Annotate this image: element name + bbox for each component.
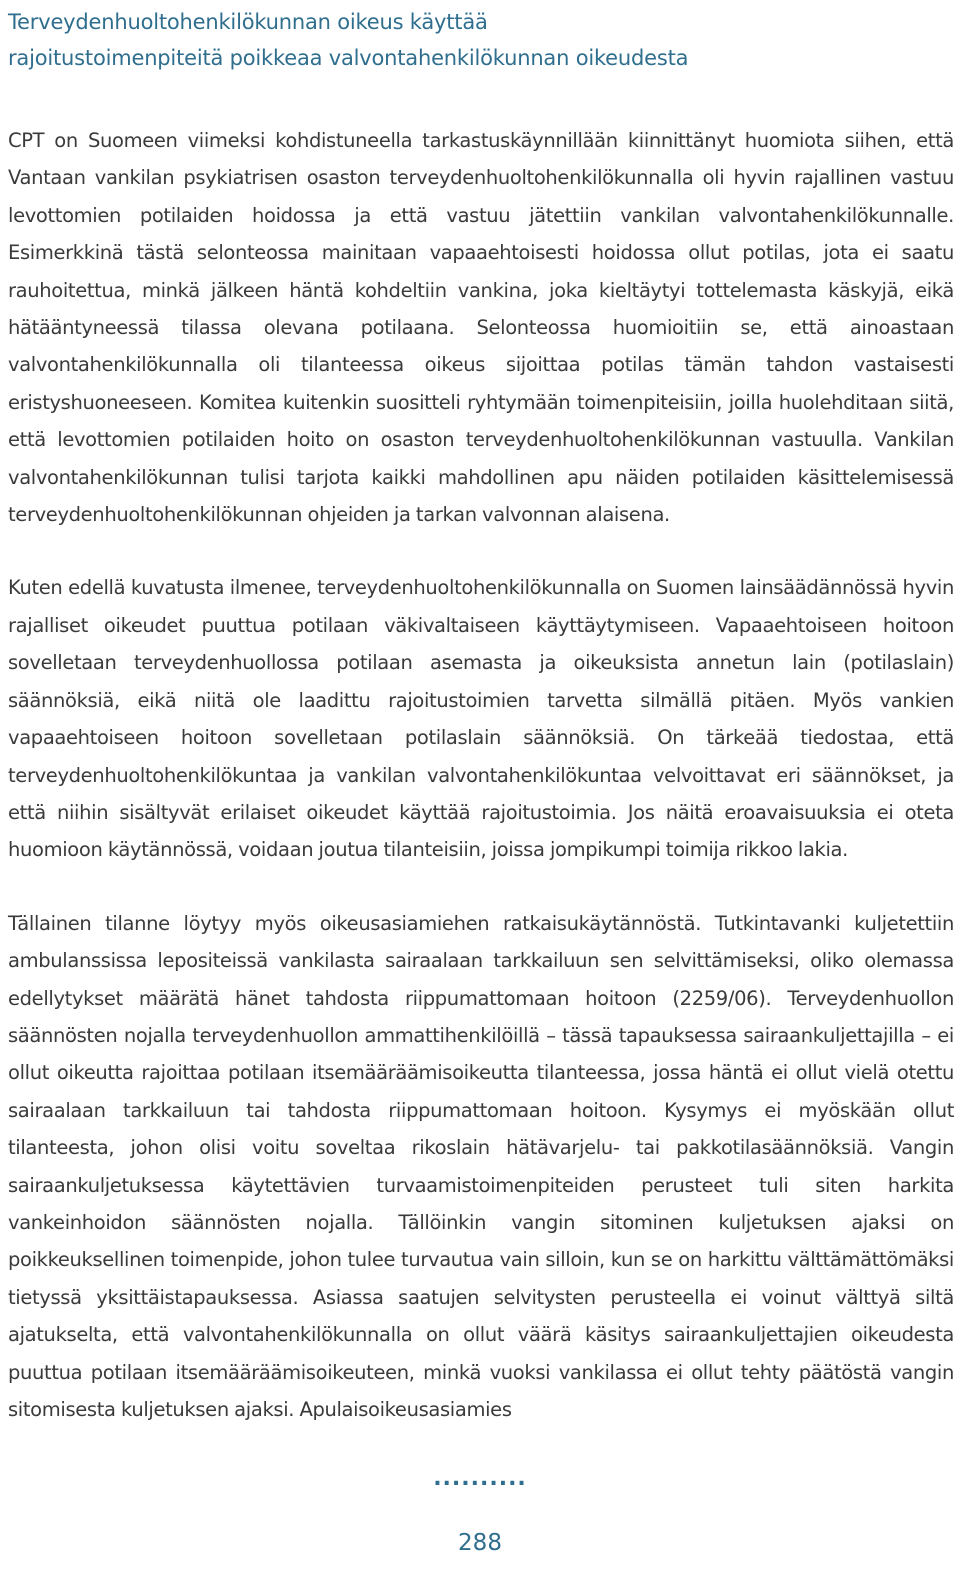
section-heading-line-2: rajoitustoimenpiteitä poikkeaa valvontahenkilökunnan oikeudesta <box>8 46 689 70</box>
paragraph-3: Tällainen tilanne löytyy myös oikeusasiamiehen ratkaisukäytännöstä. Tutkintavanki kuljetettiin ambulanssissa lepositeissä vankilasta sairaalaan tarkkailuun sen selvittämiseksi, oliko olemassa edellytykset määrätä hänet tahdosta riippumattomaan hoitoon (2259/06). Terveydenhuollon säännösten nojalla terveydenhuollon ammattihenkilöillä – tässä tapauksessa sairaankuljettajilla – ei ollut oikeutta rajoittaa potilaan itsemääräämisoikeutta tilanteessa, jossa häntä ei ollut vielä otettu sairaalaan tarkkailuun tai tahdosta riippumattomaan hoitoon. Kysymys ei myöskään ollut tilanteesta, johon olisi voitu soveltaa rikoslain hätävarjelu- tai pakkotilasäännöksiä. Vangin sairaankuljetuksessa käytettävien turvaamistoimenpiteiden perusteet tuli siten harkita vankeinhoidon säännösten nojalla. Tällöinkin vangin sitominen kuljetuksen ajaksi on poikkeuksellinen toimenpide, johon tulee turvautua vain silloin, kun se on harkittu välttämättömäksi tietyssä yksittäistapauksessa. Asiassa saatujen selvitysten perusteella ei voinut välttyä siltä ajatukselta, että valvontahenkilökunnalla on ollut väärä käsitys sairaankuljettajien oikeudesta puuttua potilaan itsemääräämisoikeuteen, minkä vuoksi vankilassa ei ollut tehty päätöstä vangin sitomisesta kuljetuksen ajaksi. Apulaisoikeusasiamies <box>8 911 954 1421</box>
section-heading <box>8 4 954 76</box>
document-page <box>8 0 954 1428</box>
page-number: 288 <box>458 1530 502 1556</box>
paragraph-2: Kuten edellä kuvatusta ilmenee, terveydenhuoltohenkilökunnalla on Suomen lainsäädännössä hyvin rajalliset oikeudet puuttua potilaan väkivaltaiseen käyttäytymiseen. Vapaaehtoiseen hoitoon sovelletaan terveydenhuollossa potilaan asemasta ja oikeuksista annetun lain (potilaslain) säännöksiä, eikä niitä ole laadittu rajoitustoimien tarvetta silmällä pitäen. Myös vankien vapaaehtoiseen hoitoon sovelletaan potilaslain säännöksiä. On tärkeää tiedostaa, että terveydenhuoltohenkilökuntaa ja vankilan valvontahenkilökuntaa velvoittavat eri säännökset, ja että niihin sisältyvät erilaiset oikeudet käyttää rajoitustoimia. Jos näitä eroavaisuuksia ei oteta huomioon käytännössä, voidaan joutua tilanteisiin, joissa jompikumpi toimija rikkoo lakia. <box>8 576 954 862</box>
paragraph-1: CPT on Suomeen viimeksi kohdistuneella tarkastuskäynnillään kiinnittänyt huomiota siihen, että Vantaan vankilan psykiatrisen osaston terveydenhuoltohenkilökunnalla oli hyvin rajallinen vastuu levottomien potilaiden hoidossa ja että vastuu jätettiin vankilan valvontahenkilökunnalle. Esimerkkinä tästä selonteossa mainitaan vapaaehtoisesti hoidossa ollut potilas, jota ei saatu rauhoitettua, minkä jälkeen häntä kohdeltiin vankina, joka kieltäytyi tottelemasta käskyjä, eikä hätääntyneessä tilassa olevana potilaana. Selonteossa huomioitiin se, että ainoastaan valvontahenkilökunnalla oli tilanteessa oikeus sijoittaa potilas tämän tahdon vastaisesti eristyshuoneeseen. Komitea kuitenkin suositteli ryhtymään toimenpiteisiin, joilla huolehditaan siitä, että levottomien potilaiden hoito on osaston terveydenhuoltohenkilökunnan vastuulla. Vankilan valvontahenkilökunnan tulisi tarjota kaikki mahdollinen apu näiden potilaiden käsittelemisessä terveydenhuoltohenkilökunnan ohjeiden ja tarkan valvonnan alaisena. <box>8 129 954 527</box>
section-heading-line-1: Terveydenhuoltohenkilökunnan oikeus käyttää <box>8 10 488 34</box>
continuation-marker: .......... <box>433 1466 527 1491</box>
